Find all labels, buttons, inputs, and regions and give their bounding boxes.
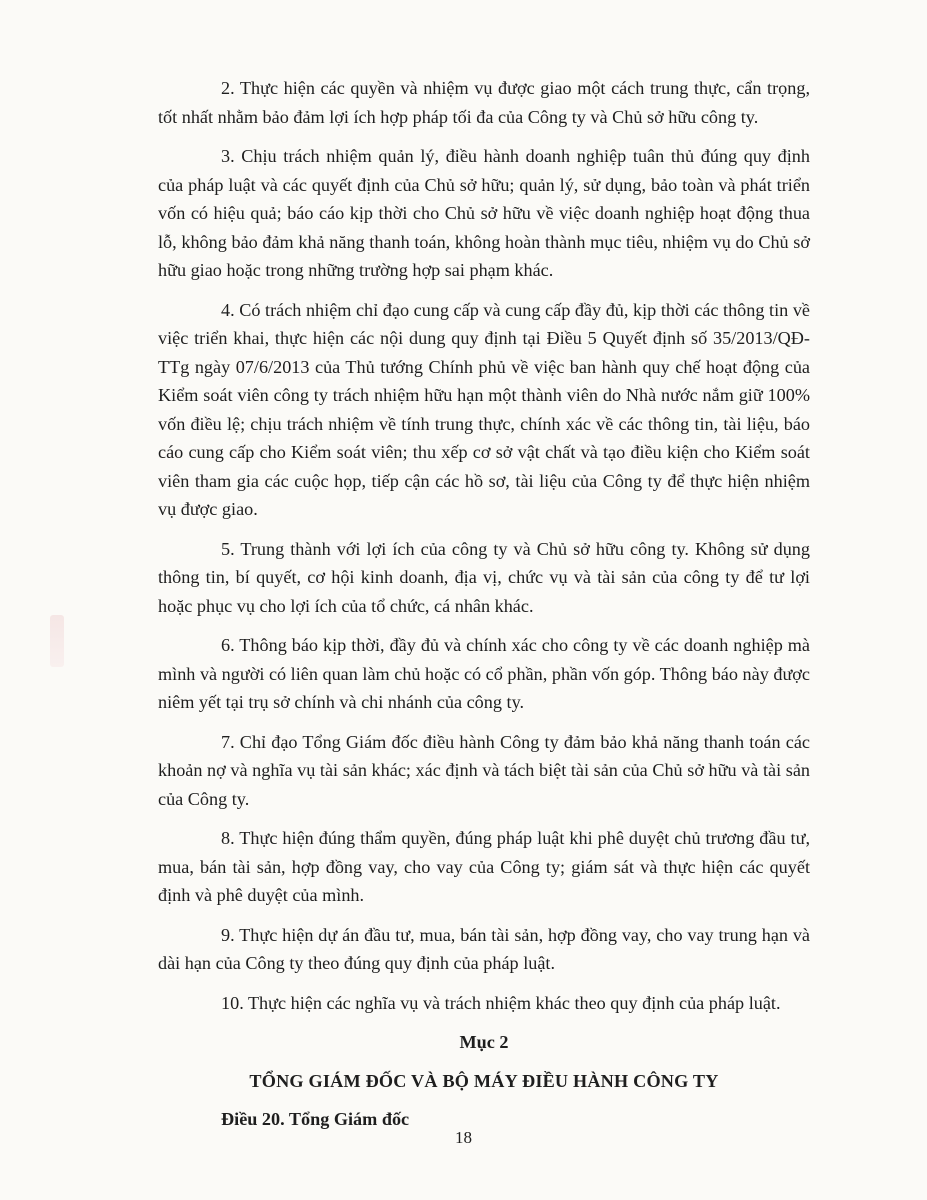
paragraph-10: 10. Thực hiện các nghĩa vụ và trách nhiệm khác theo quy định của pháp luật. bbox=[221, 992, 781, 1013]
article-title: Điều 20. Tổng Giám đốc bbox=[221, 1109, 410, 1129]
page-number: 18 bbox=[455, 1128, 472, 1147]
paragraph-2: 2. Thực hiện các quyền và nhiệm vụ được giao một cách trung thực, cẩn trọng, tốt nhất nhằm bảo đảm lợi ích hợp pháp tối đa của Công ty và Chủ sở hữu công ty. bbox=[158, 78, 810, 127]
paragraph-7: 7. Chỉ đạo Tổng Giám đốc điều hành Công ty đảm bảo khả năng thanh toán các khoản nợ và nghĩa vụ tài sản khác; xác định và tách biệt tài sản của Chủ sở hữu và tài sản của Công ty. bbox=[158, 731, 810, 809]
paragraph-6: 6. Thông báo kịp thời, đầy đủ và chính xác cho công ty về các doanh nghiệp mà mình và người có liên quan làm chủ hoặc có cổ phần, phần vốn góp. Thông báo này được niêm yết tại trụ sở chính và chi nhánh của công ty. bbox=[158, 635, 810, 712]
paragraph-8: 8. Thực hiện đúng thẩm quyền, đúng pháp luật khi phê duyệt chủ trương đầu tư, mua, bán tài sản, hợp đồng vay, cho vay của Công ty; giám sát và thực hiện các quyết định và phê duyệt của mình. bbox=[158, 828, 810, 905]
section-title: Mục 2 bbox=[459, 1032, 509, 1052]
paragraph-3: 3. Chịu trách nhiệm quản lý, điều hành doanh nghiệp tuân thủ đúng quy định của pháp luật và các quyết định của Chủ sở hữu; quản lý, sử dụng, bảo toàn và phát triển vốn có hiệu quả; báo cáo kịp thời cho Chủ sở hữu về việc doanh nghiệp hoạt động thua lỗ, không bảo đảm khả năng thanh toán, không hoàn thành mục tiêu, nhiệm vụ do Chủ sở hữu giao hoặc trong những trường hợp sai phạm khác. bbox=[158, 146, 810, 280]
paragraph-9: 9. Thực hiện dự án đầu tư, mua, bán tài sản, hợp đồng vay, cho vay trung hạn và dài hạn của Công ty theo đúng quy định của pháp luật. bbox=[158, 924, 810, 973]
paragraph-4: 4. Có trách nhiệm chỉ đạo cung cấp và cung cấp đầy đủ, kịp thời các thông tin về việc triển khai, thực hiện các nội dung quy định tại Điều 5 Quyết định số 35/2013/QĐ-TTg ngày 07/6/2013 của Thủ tướng Chính phủ về việc ban hành quy chế hoạt động của Kiểm soát viên công ty trách nhiệm hữu hạn một thành viên do Nhà nước nắm giữ 100% vốn điều lệ; chịu trách nhiệm về tính trung thực, chính xác về các thông tin, tài liệu, báo cáo cung cấp cho Kiểm soát viên; thu xếp cơ sở vật chất và tạo điều kiện cho Kiểm soát viên tham gia các cuộc họp, tiếp cận các hồ sơ, tài liệu của Công ty để thực hiện nhiệm vụ được giao. bbox=[158, 299, 810, 519]
document-body bbox=[158, 74, 810, 1134]
paragraph-5: 5. Trung thành với lợi ích của công ty và Chủ sở hữu công ty. Không sử dụng thông tin, bí quyết, cơ hội kinh doanh, địa vị, chức vụ và tài sản của công ty để tư lợi hoặc phục vụ cho lợi ích của tổ chức, cá nhân khác. bbox=[158, 538, 810, 616]
chapter-title: TỔNG GIÁM ĐỐC VÀ BỘ MÁY ĐIỀU HÀNH CÔNG TY bbox=[249, 1070, 719, 1091]
scan-artifact bbox=[50, 615, 64, 667]
